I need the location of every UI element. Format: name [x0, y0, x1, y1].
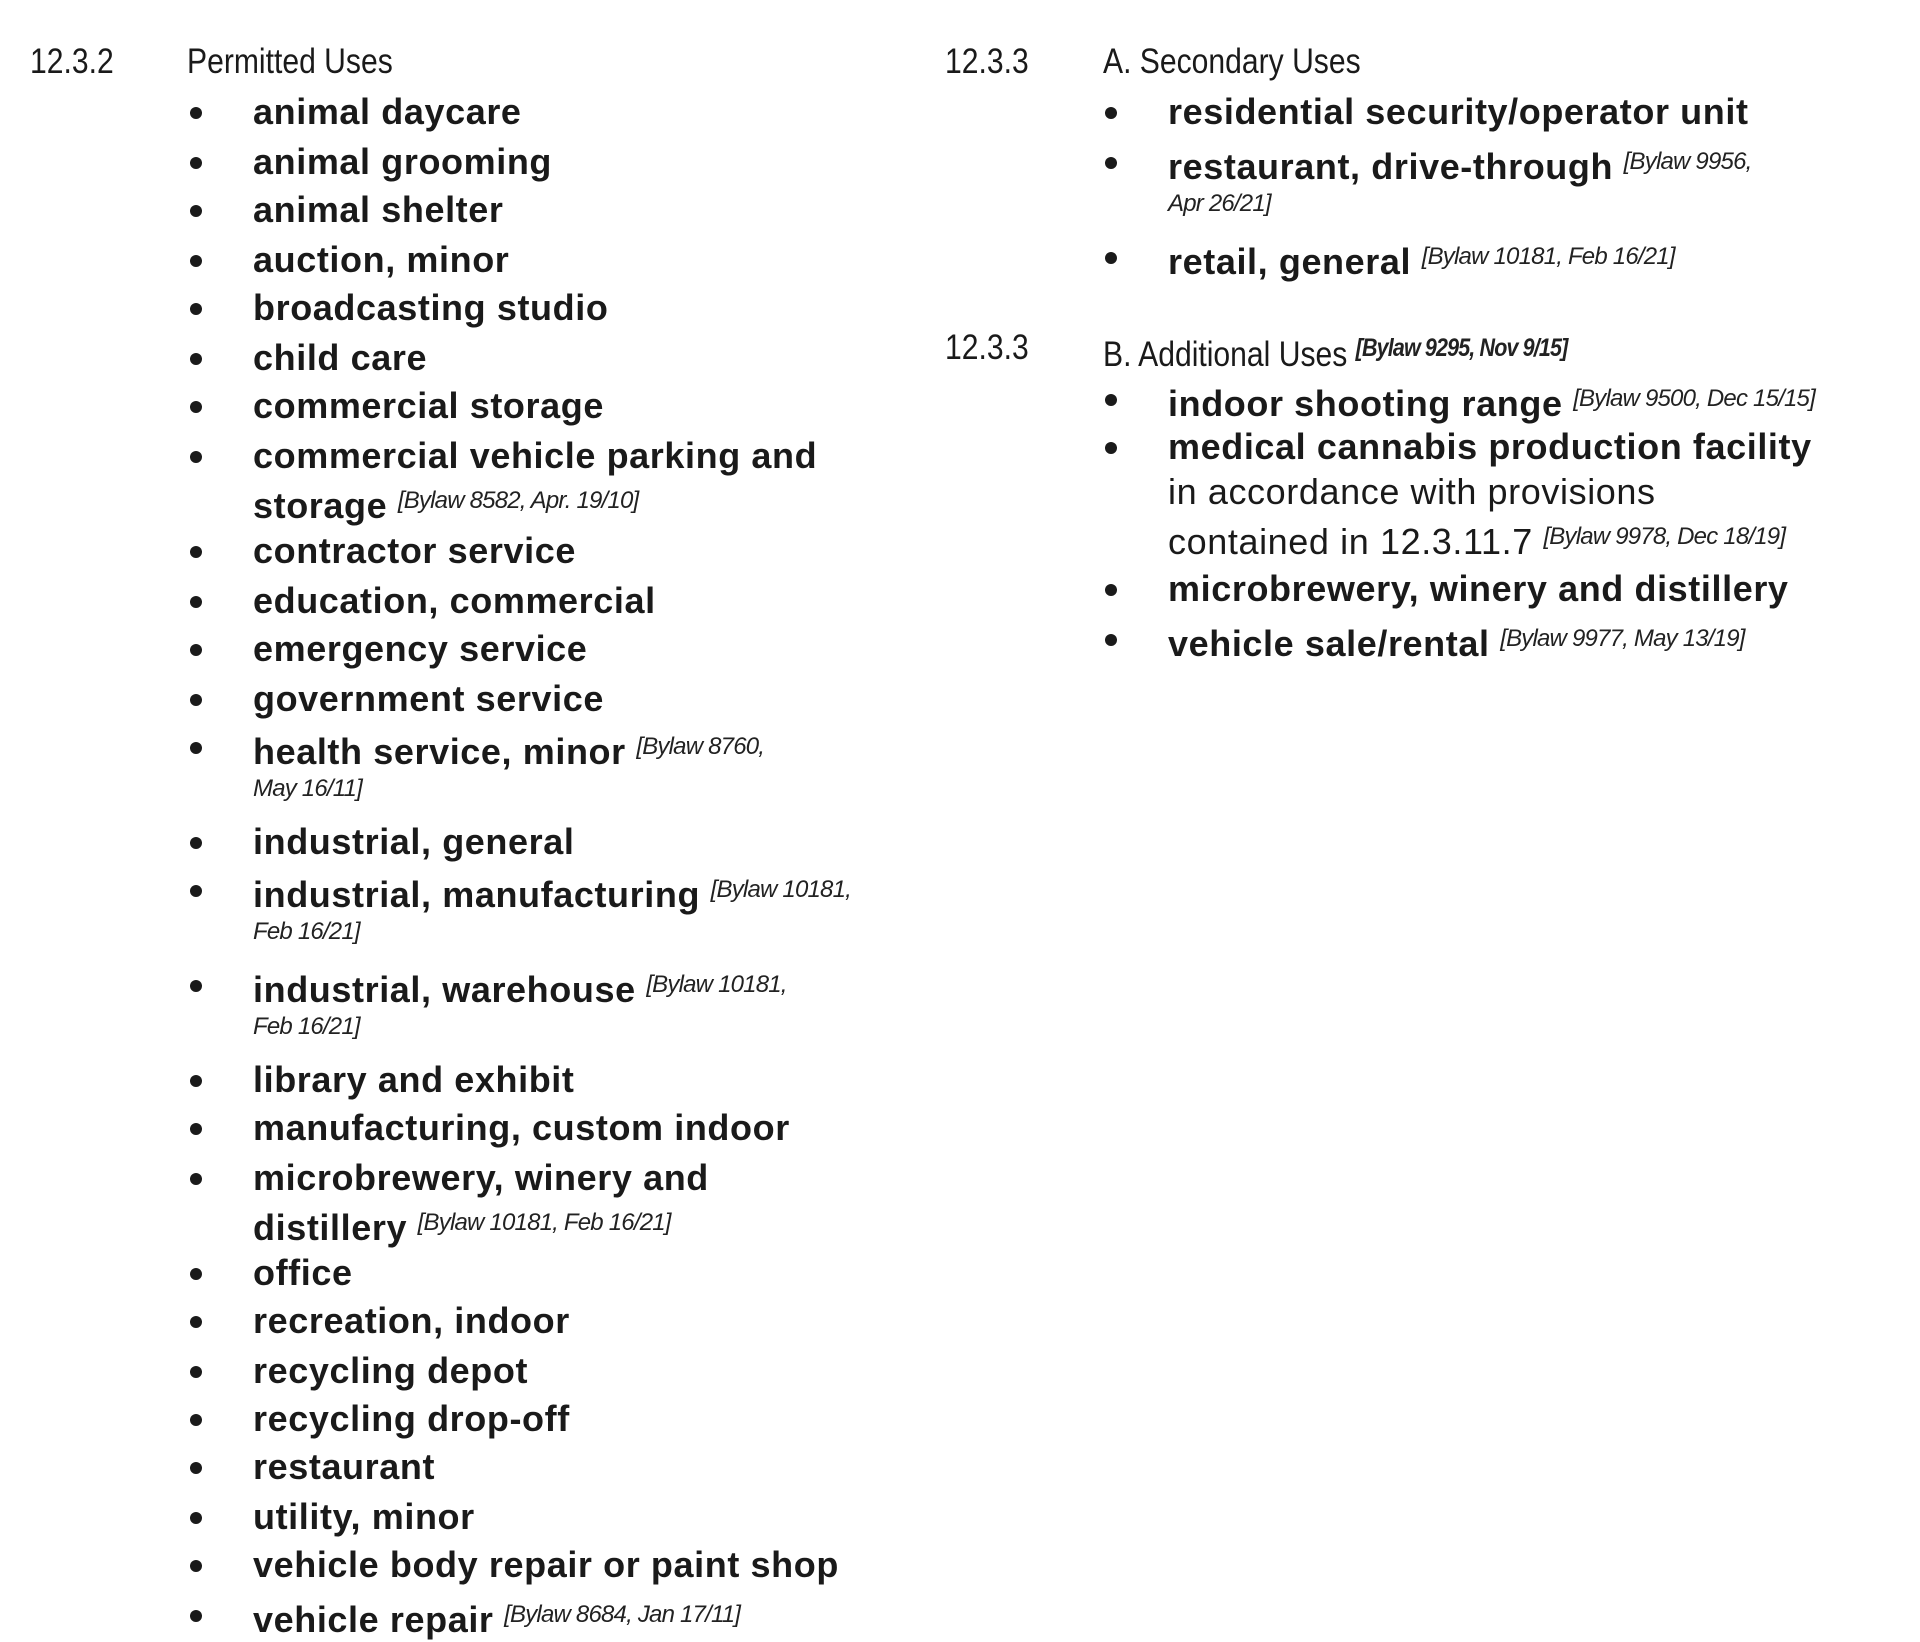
bylaw-note: [Bylaw 10181,: [710, 876, 852, 903]
list-item: microbrewery, winery and distillery [Bylaw 10181, Feb 16/21]: [253, 1157, 709, 1248]
list-item: retail, general [Bylaw 10181, Feb 16/21]: [1168, 241, 1675, 282]
bullet: [190, 742, 202, 754]
bullet: [1105, 252, 1117, 264]
bullet: [190, 1560, 202, 1572]
list-item: broadcasting studio: [253, 287, 609, 328]
bylaw-note: [Bylaw 10181, Feb 16/21]: [1421, 243, 1675, 270]
list-item: contractor service: [253, 530, 576, 571]
list-item: animal shelter: [253, 189, 504, 230]
bullet: [190, 353, 202, 365]
bylaw-note: [Bylaw 9977, May 13/19]: [1500, 625, 1745, 652]
section-number-additional: 12.3.3: [945, 328, 1029, 367]
list-item: recycling depot: [253, 1350, 529, 1391]
bullet: [190, 401, 202, 413]
bullet: [190, 1316, 202, 1328]
bullet: [190, 694, 202, 706]
list-item: commercial storage: [253, 385, 604, 426]
bylaw-note: [Bylaw 8582, Apr. 19/10]: [397, 487, 639, 514]
bylaw-note: [Bylaw 9978, Dec 18/19]: [1543, 523, 1786, 550]
bullet: [1105, 634, 1117, 646]
item-detail: in accordance with provisions: [1168, 471, 1656, 512]
bullet: [1105, 442, 1117, 454]
list-item: restaurant: [253, 1446, 436, 1487]
list-item: vehicle sale/rental [Bylaw 9977, May 13/19]: [1168, 623, 1745, 664]
bylaw-note: [Bylaw 9956,: [1623, 148, 1752, 175]
bullet: [1105, 107, 1117, 119]
section-title-permitted: Permitted Uses: [187, 42, 393, 81]
item-detail: contained in 12.3.11.7 [Bylaw 9978, Dec 18/19]: [1168, 521, 1786, 562]
bullet: [190, 980, 202, 992]
list-item: restaurant, drive-through $^{[Bylaw 9956,}$ Apr 26/21]: [1168, 146, 1752, 217]
bullet: [1105, 157, 1117, 169]
bullet: [190, 205, 202, 217]
list-item: child care: [253, 337, 428, 378]
bullet: [1105, 584, 1117, 596]
bullet: [190, 1268, 202, 1280]
list-item: utility, minor: [253, 1496, 475, 1537]
list-item: office: [253, 1252, 353, 1293]
bullet: [190, 1173, 202, 1185]
bullet: [190, 1075, 202, 1087]
list-item: microbrewery, winery and distillery: [1168, 568, 1789, 609]
bylaw-note-cont: Feb 16/21]: [253, 918, 360, 945]
list-item: education, commercial: [253, 580, 656, 621]
list-item: library and exhibit: [253, 1059, 575, 1100]
bylaw-note: [Bylaw 10181,: [646, 971, 787, 998]
list-item: indoor shooting range [Bylaw 9500, Dec 15/15]: [1168, 383, 1815, 424]
bullet: [190, 546, 202, 558]
bullet: [190, 1610, 202, 1622]
bylaw-note: [Bylaw 8684, Jan 17/11]: [504, 1601, 741, 1628]
bylaw-note: [Bylaw 9295, Nov 9/15]: [1355, 334, 1568, 362]
list-item: industrial, warehouse $^{[Bylaw 10181,}$ Feb 16/21]: [253, 969, 787, 1040]
section-title-additional: B. Additional Uses [Bylaw 9295, Nov 9/15]: [1103, 334, 1568, 374]
list-item: residential security/operator unit: [1168, 91, 1749, 132]
list-item: industrial, general: [253, 821, 575, 862]
bullet: [190, 1462, 202, 1474]
bylaw-note: [Bylaw 8760,: [636, 733, 765, 760]
bullet: [1105, 394, 1117, 406]
bullet: [190, 1414, 202, 1426]
list-item: government service: [253, 678, 604, 719]
list-item: health service, minor $^{[Bylaw 8760,}$ May 16/11]: [253, 731, 765, 802]
bylaw-note-cont: Apr 26/21]: [1168, 190, 1271, 217]
bullet: [190, 1123, 202, 1135]
list-item: recreation, indoor: [253, 1300, 570, 1341]
bullet: [190, 255, 202, 267]
bullet: [190, 885, 202, 897]
list-item: emergency service: [253, 628, 588, 669]
list-item: commercial vehicle parking and storage [Bylaw 8582, Apr. 19/10]: [253, 435, 818, 526]
bullet: [190, 451, 202, 463]
list-item: medical cannabis production facility in accordance with provisions contained in 12.3.11.7 [Bylaw 9978, Dec 18/19]: [1168, 426, 1812, 562]
list-item: recycling drop-off: [253, 1398, 570, 1439]
list-item: animal grooming: [253, 141, 553, 182]
bullet: [190, 107, 202, 119]
list-item: manufacturing, custom indoor: [253, 1107, 790, 1148]
bylaw-note: [Bylaw 10181, Feb 16/21]: [417, 1209, 671, 1236]
list-item: vehicle repair [Bylaw 8684, Jan 17/11]: [253, 1599, 741, 1640]
list-item: auction, minor: [253, 239, 510, 280]
bylaw-note-cont: Feb 16/21]: [253, 1013, 360, 1040]
list-item: animal daycare: [253, 91, 522, 132]
bullet: [190, 1366, 202, 1378]
bullet: [190, 303, 202, 315]
bullet: [190, 837, 202, 849]
section-number-secondary: 12.3.3: [945, 42, 1029, 81]
bylaw-note-cont: May 16/11]: [253, 775, 362, 802]
bullet: [190, 644, 202, 656]
bullet: [190, 157, 202, 169]
section-number-permitted: 12.3.2: [30, 42, 114, 81]
list-item: industrial, manufacturing $^{[Bylaw 10181,}$ Feb 16/21]: [253, 874, 852, 945]
bullet: [190, 1512, 202, 1524]
bullet: [190, 596, 202, 608]
list-item: vehicle body repair or paint shop: [253, 1544, 839, 1585]
bylaw-note: [Bylaw 9500, Dec 15/15]: [1573, 385, 1815, 412]
section-title-secondary: A. Secondary Uses: [1103, 42, 1361, 81]
